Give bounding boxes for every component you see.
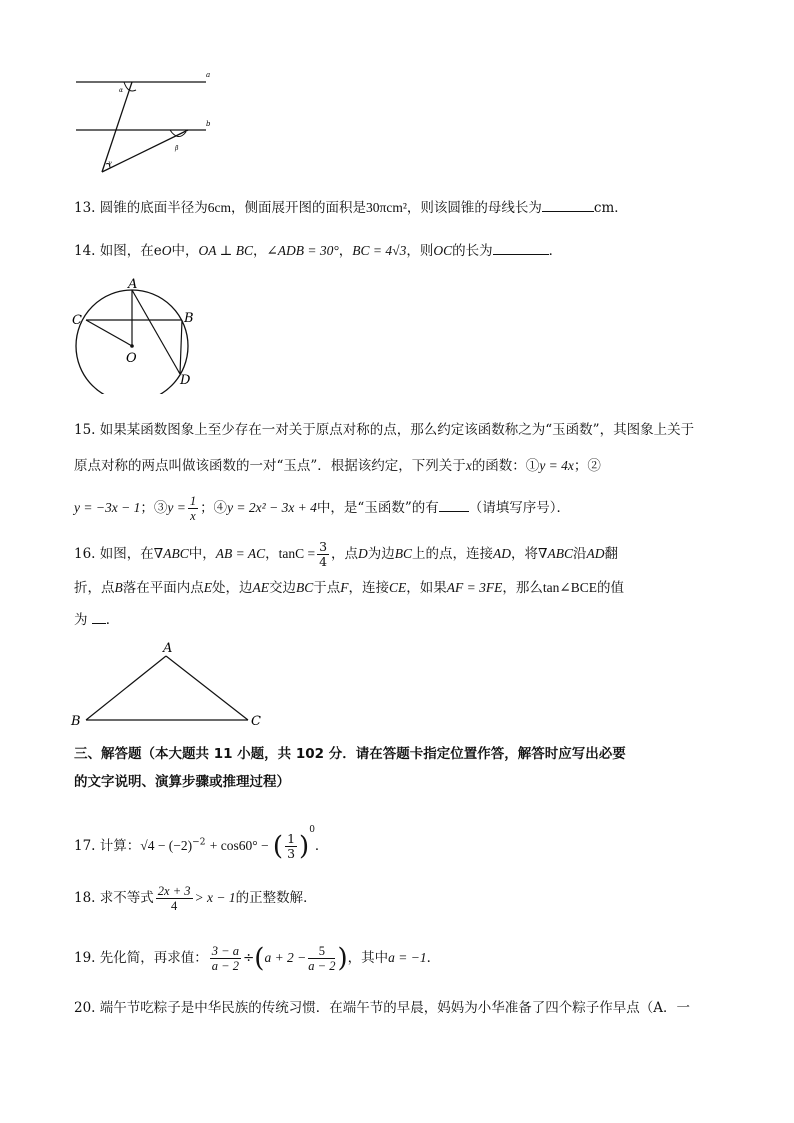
question-16-line-2: 折，点B落在平面内点E处，边AE交边BC于点F，连接CE，如果AF = 3FE，那么tan∠BCE的值: [74, 580, 624, 596]
answer-blank-15[interactable]: [439, 497, 469, 512]
answer-blank-16[interactable]: [92, 609, 106, 624]
question-18: 18. 求不等式 $\frac{2x + 3}{4}$ > x − 1的正整数解．: [74, 884, 317, 913]
label-a: a: [206, 71, 211, 79]
point-O: O: [126, 351, 137, 366]
point-C: C: [72, 313, 82, 328]
question-20: 20. 端午节吃粽子是中华民族的传统习惯．在端午节的早晨，妈妈为小华准备了四个粽子作早点（A．一: [74, 1000, 691, 1016]
question-13: 13. 圆锥的底面半径为6cm，侧面展开图的面积是30πcm²，则该圆锥的母线长为 cm．: [74, 197, 628, 218]
triangle-figure: [66, 638, 276, 730]
vertex-A: A: [163, 641, 173, 656]
fraction-3-minus-a-over-a-minus-2: $\frac{3 - a}{a - 2}$: [211, 944, 239, 973]
fraction-3-over-4: $\frac{3}{4}$: [319, 539, 328, 569]
section-3-heading-line-2: 的文字说明、演算步骤或推理过程）: [74, 774, 290, 790]
fraction-2x-plus-3-over-4: $\frac{2x + 3}{4}$: [157, 884, 191, 913]
parallel-lines-figure: [70, 68, 220, 178]
label-alpha: α: [119, 87, 124, 94]
label-beta: β: [175, 145, 179, 152]
answer-blank-13[interactable]: [542, 197, 594, 212]
fraction-1-over-3: $\frac{1}{3}$: [287, 831, 296, 861]
vertex-C: C: [251, 714, 261, 729]
question-16-line-3: 为 ．: [74, 609, 119, 630]
circle-figure: [66, 278, 206, 394]
question-15-line-2: 原点对称的两点叫做该函数的一对“玉点”．根据该约定，下列关于x的函数：①y = 4x；②: [74, 458, 601, 474]
fraction-5-over-a-minus-2: $\frac{5}{a - 2}$: [308, 944, 336, 973]
question-19: 19. 先化简，再求值： $\frac{3 - a}{a - 2}$ ÷(a + 2 − $\frac{5}{a - 2}$ )，其中a = −1．: [74, 943, 441, 974]
label-gamma: γ: [108, 160, 112, 167]
question-14: 14. 如图，在eO中，OA ⊥ BC，∠ADB = 30°，BC = 4√3，则OC的长为 ．: [74, 240, 562, 261]
answer-blank-14[interactable]: [493, 240, 549, 255]
section-3-heading: 三、解答题（本大题共 11 小题，共 102 分．请在答题卡指定位置作答，解答时应写出必要: [74, 746, 626, 762]
fraction-1-over-x: $\frac{1}{x}$: [189, 494, 197, 523]
point-B: B: [184, 311, 194, 326]
question-15-line-3: y = −3x − 1；③y = $\frac{1}{x}$ ；④y = 2x² − 3x + 4中，是“玉函数”的有 （请填写序号）．: [74, 494, 570, 523]
question-16-line-1: 16. 如图，在∇ABC中，AB = AC，tanC = $\frac{3}{4}$ ，点D为边BC上的点，连接AD，将∇ABC沿AD翻: [74, 539, 618, 569]
question-15-line-1: 15. 如果某函数图象上至少存在一对关于原点对称的点，那么约定该函数称之为“玉函数”，其图象上关于: [74, 422, 695, 438]
point-D: D: [180, 373, 191, 388]
point-A: A: [128, 278, 138, 292]
label-b: b: [206, 120, 211, 128]
vertex-B: B: [71, 714, 81, 729]
question-17: 17. 计算：$√4 - (-2)^{-2} + \cos 60^\circ$ − ( $\frac{1}{3}$ )$^0$．: [74, 825, 329, 862]
